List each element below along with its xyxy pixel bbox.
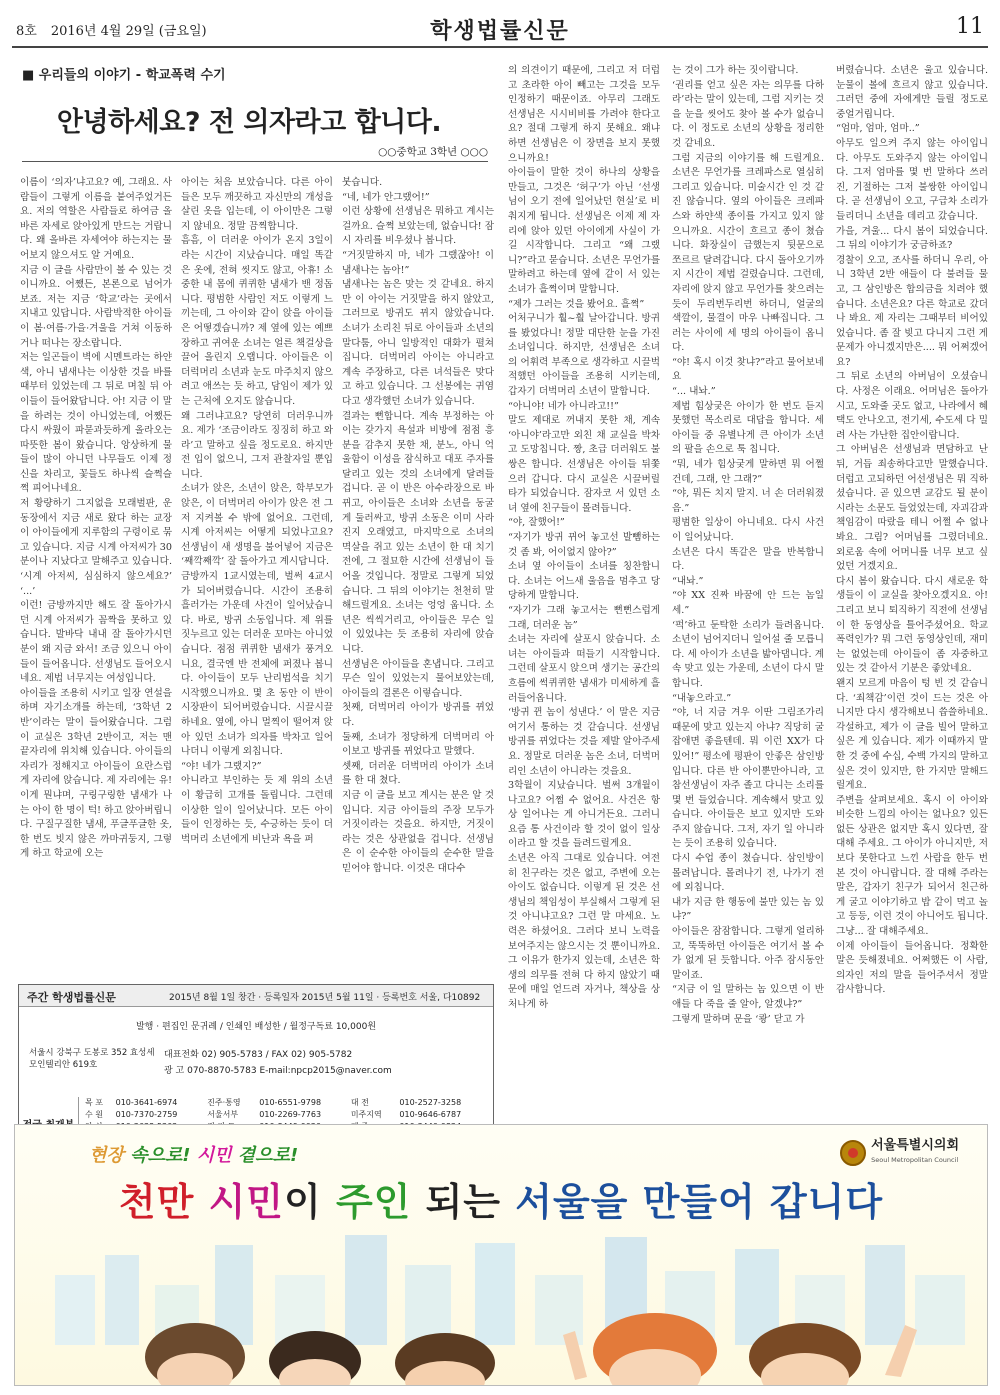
issue-number: 8호 — [16, 24, 37, 39]
paragraph: 붓습니다. — [342, 177, 383, 188]
paragraph: 결과는 뻔합니다. 계속 부정하는 아이는 갖가지 욕설과 비방에 점점 흥분을 감추지 못한 채, 분노, 아니 억울함이 이성을 잠식하고 대포 주자를 달리고 있는 것의 소녀에게 달려들 겁니다. 곧 이 반은 아수라장으로 바뀌고, 아이들은 소녀와 소년을 동굴게 둘러싸고, 방귀 소동은 이미 사라진지 오래였고, 마지막으로 소녀의 멱살을 쥐고 있는 소년이 한 대 치기 전에, 그 절묘한 시간에 선생님이 들어올 것입니다. 정말로 그렇게 되었습니다. 그 뒤의 이야기는 천천히 말해드릴게요. 소녀는 엉엉 웁니다. 소년은 씩씩거리고, 아이들은 무슨 일이 있었냐는 듯 조용히 자리에 앉습니다. — [342, 410, 494, 655]
paragraph: 셋째, 더러운 더벅머리 아이가 소녀를 한 대 쳤다. — [342, 760, 494, 787]
bureau-cell: 진주·통영 — [207, 1098, 241, 1107]
article-title: 안녕하세요? 전 의자라고 합니다. — [56, 107, 442, 138]
article-byline: ○○중학교 3학년 ○○○ — [22, 144, 488, 162]
paragraph: 말도 제대로 꺼내지 못한 채, 계속 ‘아니야’라고만 외친 채 교실을 박차고 도망칩니다. 짱, 초급 더러워도 불쌍은 합니다. 선생님은 아이들 뒤쫓으러 갑니다. 다시 교실은 시끌버릴 타가 되었습니다. 잠자코 서 있던 소녀 옆에 친구들이 몰려듭니다. — [508, 415, 660, 514]
paragraph: 주변을 살펴보세요. 혹시 이 아이와 비슷한 느낌의 아이는 없나요? 있든 없든 상관은 없지만 혹시 있다면, 잘 대해 주세요. 그 아이가 아니지만, 저보다 못한다고 느낀 사람을 한두 번 본 것이 아니랍니다. 잘 대해 주라는 말은, 갑자기 친구가 되어서 친근하게 굴고 이야기하고 밥 같이 먹고 놀고 등등, 이런 것이 아니어도 됩니다. 그냥... 잘 대해주세요. — [836, 794, 988, 938]
paragraph: “제가 그러는 것을 봤어요. 흘쩍” — [508, 298, 645, 310]
paragraph: “뭐, 네가 힘상궂게 말하면 뭐 어쩔건데, 그래, 안 그래?” — [672, 459, 824, 485]
issue-date-text: 2016년 4월 29일 (금요일) — [50, 24, 207, 39]
slogan-word-4: 곁으로! — [237, 1145, 299, 1166]
paragraph: “야! 네가 그랬지?” — [181, 760, 262, 772]
paragraph: 소녀는 자리에 살포시 앉습니다. 소녀는 아이들과 떠들기 시작합니다. 그런데 살포시 앉으며 생기는 공간의 흐름에 썩퀴퀴한 냄새가 미세하게 흘러들어옵니다. — [508, 634, 660, 704]
paragraph: 왜 그러냐고요? 당연히 더러우니까요. 제가 ‘조금이라도 징징히 하고 와라’고 말하고 싶을 정도로요. 하지만 전 입이 없으니, 그저 관찰자일 뿐입니다. — [181, 410, 333, 480]
paragraph: 소년은 다시 똑같은 말을 반복합니다. — [672, 546, 824, 573]
bureau-cell: 010-2527-3258 — [399, 1098, 462, 1107]
paragraph: 소녀 옆 아이들이 소녀를 칭찬합니다. 소녀는 어느새 울음을 멈추고 당당하게 말합니다. — [508, 561, 660, 602]
article-column-4 — [508, 64, 660, 1114]
headline-part-4: 주인 — [335, 1180, 412, 1224]
paragraph: 선생님은 아이들을 혼냅니다. 그리고 무슨 일이 있었는지 물어보았는데, 아이들의 결론은 이렇습니다. — [342, 658, 494, 699]
paragraph: 왠지 모르게 마음이 텅 빈 것 같습니다. ‘죄책감’이런 것이 드는 것은 아니지만 다시 생각해보니 씁쓸하네요. 각설하고, 제가 이 글을 빌어 말하고 싶은 게 있습니다. 제가 이때까지 말한 것 중에 수십, 수백 가지의 말하고 싶은 것이 있지만, 한 가지만 말해드릴게요. — [836, 677, 988, 792]
bureau-cell: 미주지역 — [350, 1110, 382, 1119]
publisher-address: 서울시 강북구 도봉로 352 효성세모인텔리안 619호 — [29, 1048, 155, 1070]
article-column-5 — [672, 64, 824, 1114]
bureau-cell: 010-9646-6787 — [399, 1110, 462, 1119]
seoul-council-advertisement — [14, 1124, 988, 1386]
paragraph: “엄마, 엄마, 엄마..” — [836, 123, 920, 135]
paragraph: “거짓말하지 마, 네가 그랬잖아! 이 냄새나는 놈아!” — [342, 249, 494, 276]
article-column-1 — [20, 176, 172, 976]
paragraph: 이름이 ‘의자’냐고요? 예, 그래요. 사람들이 그렇게 이름을 붙여주었거든요. 저의 역할은 사람들로 하여금 올바른 자세로 앉아있게 만드는 거랍니다. 왜 올바른 자세여야 하는지는 물어보지 않으셔도 알 거예요. — [20, 177, 172, 261]
paragraph: “야 XX 진짜 바꿈에 안 드는 놈일세.” — [672, 590, 824, 616]
paragraph: ‘퍽’하고 둔탁한 소리가 들려옵니다. 소년이 넘어지더니 일어설 줄 모릅니다. 세 아이가 소년을 밟아댑니다. 계속 맞고 있는 가운데, 소년이 다시 말합니다. — [672, 619, 824, 689]
paragraph: 아이들이 말한 것이 하나의 상황을 만들고, 그것은 ‘허구’가 아닌 ‘선생님이 오기 전에 일어났던 현실’로 비춰지게 됩니다. 선생님은 이제 제 자리에 앉아 있던 아이에게 사실이 가길 시작합니다. 그리고 “왜 그랬니?”라고 묻습니다. 소년은 무언가를 말하려고 하는데 옆에 같이 서 있는 소녀가 흘쩍이며 말합니다. — [508, 167, 660, 295]
headline-part-2: 시민 — [208, 1180, 284, 1224]
headline-part-3: 이 — [283, 1180, 336, 1224]
bureau-cell: 대 전 — [350, 1098, 369, 1107]
paragraph: 둘째, 소녀가 정당하게 더벅머리 아이보고 방귀를 뀌었다고 말했다. — [342, 731, 494, 758]
paragraph: “지금 이 일 말하는 놈 있으면 이 반 애들 다 죽을 줄 알아, 알겠냐?” — [672, 984, 824, 1010]
paragraph: 지금 이 글을 사람만이 볼 수 있는 것이니까요. 어쨌든, 본론으로 넘어가보죠. 저는 지금 ‘학교’라는 곳에서 지내고 있답니다. 사람박적한 아이들이 봄·여름·가을·겨울을 거쳐 이동하거나 떠나는 장소랍니다. — [20, 264, 172, 349]
paragraph: 그렇게 말하며 문을 ‘쾅’ 닫고 가 — [672, 1013, 805, 1025]
paragraph: “야, 잘했어!” — [508, 517, 565, 529]
paragraph: 아이들은 잠잠합니다. 그렇게 얼리하고, 뚝뚝하던 아이들은 여기서 볼 수가 없게 된 듯합니다. 아주 잠시동안 말이죠. — [672, 926, 824, 981]
publisher-contact — [164, 1047, 392, 1079]
paragraph: “자기가 그래 놓고서는 뻔뻔스럽게 그래, 더러운 놈” — [508, 604, 660, 631]
council-seal-icon — [840, 1140, 866, 1166]
paragraph: 아무도 일으켜 주지 않는 아이입니다. 아무도 도와주지 않는 아이입니다. 그저 엄마를 몇 번 말하다 쓰러진, 기절하는 그저 불쌍한 아이입니다. 곧 선생님이 오고, 구급차 소리가 들리더니 소년을 데리고 갔습니다. — [836, 137, 988, 222]
paragraph: 아이들을 조용히 시키고 일장 연설을 하며 자기소개를 하는데, ‘3학년 2반’이라는 말이 들어왔습니다. 그럼 이 교실은 3학년 2반이고, 저는 맨 끝자리에 위치해 있습니다. 아이들의 자리가 정해지고 아이들이 요란스럽게 자리에 앉습니다. 제 자리에는 유! 이게 뭔냐며, 구링구링한 냄새가 나는 아이 한 명이 턱! 하고 앉아버립니다. 구질구질한 냄새, 푸글푸글한 옷, 한 번도 빗지 않은 까마귀둥지, 그렇게 하고 학교에 오는 — [20, 687, 172, 860]
headline-part-5: 되는 — [411, 1180, 516, 1224]
paragraph: 이런 상황에 선생님은 뭐하고 계시는 걸까요. 슬쩍 보았는데, 없습니다! 잠시 자리를 비우셨나 봅니다. — [342, 206, 494, 247]
paragraph: 버렸습니다. 소년은 울고 있습니다. 눈물이 볼에 흐르지 않고 있습니다. 그러던 중에 자에게만 들릴 정도로 중얼거립니다. — [836, 65, 988, 120]
bureau-cell: 목 포 — [85, 1098, 103, 1107]
paragraph: 냄새나는 놈은 맞는 것 같네요. 하지만 이 아이는 거짓말을 하지 않았고, 그러므로 방귀도 뀌지 않았습니다. 소녀가 소리친 뒤로 아이들과 소년의 말다툼, 아니 일방적인 대화가 펼쳐집니다. 더벅머리 아이는 아니라고 계속 주장하고, 다른 녀석들은 맞다고 하고 있습니다. 그 선봉에는 귀염다고 생각했던 소녀가 있습니다. — [342, 279, 494, 407]
bureau-cell: 서울서부 — [207, 1110, 239, 1119]
paragraph: “내놔.” — [672, 575, 704, 587]
slogan-word-3: 시민 — [196, 1145, 232, 1166]
article-column-6 — [836, 64, 988, 1114]
paragraph: 그 뒤로 소년의 아버님이 오셨습니다. 사정은 이래요. 어머님은 돌아가시고, 도와줄 곳도 없고, 나라에서 혜택도 안나오고, 전기세, 수도세 다 밀려 사는 가난한 집안이랍니다. — [836, 371, 988, 441]
paragraph: “야, 뭐든 치지 말지. 너 손 더러워졌음.” — [672, 488, 824, 514]
paragraph: “... 내놔.” — [672, 386, 716, 398]
paragraph: 이런! 금방까지만 해도 잘 돌아가시던 시계 아저씨가 꼼짝을 못하고 있습니다. 발바닥 내내 잘 돌아가시던 분이 왜 지금 와서! 조금 있으니 아이들이 들어옵니다. 선생님도 들어오시네요. 제법 너무지는 여성입니다. — [20, 600, 172, 685]
publication-header — [19, 985, 493, 1007]
paragraph: 금방까지 1교시였는데, 벌써 4교시가 되어버렸습니다. 시간이 조용히 흘러가는 가운데 사건이 일어났습니다. 바로, 방귀 소동입니다. 제 위를 짓누르고 있는 더러운 꼬마는 아니었습니다. 점점 퀴퀴한 냄새가 풍겨오니요, 결국엔 반 전체에 퍼졌나 봅니다. 아이들이 모두 난리법석을 치기 시작했으니까요. 몇 초 동안 이 반이 시장판이 되어버렸습니다. 시끌시끌하네요. 옆에, 아니 멀찍이 떨어져 앉아 있던 소녀가 의자를 박차고 일어나더니 이렇게 외칩니다. — [181, 571, 333, 758]
paragraph: 첫째, 더벅머리 아이가 방귀를 뀌었다. — [342, 702, 494, 728]
bureau-row — [83, 1109, 489, 1121]
council-logo — [840, 1139, 959, 1167]
paragraph: 그 아버님은 선생님과 면담하고 난 뒤, 거듭 죄송하다고만 말했습니다. 더럽고 고되하던 어선생님은 뭐 직하셨습니다. 곧 있으면 교감도 될 분이시라는 소문도 들었었는데, 자괴감과 책임감이 따랐을 테니 어쩔 수 없나봐요. 그림? 어머님를 그렸더네요. 외로움 속에 어머니를 너무 보고 싶었던 거겠지요. — [836, 444, 988, 573]
paragraph: 다시 수업 종이 쳤습니다. 삼인방이 몰려납니다. 몰려나기 전, 나가기 전에 외칩니다. — [672, 853, 824, 894]
ad-email: 광 고 070-8870-5783 E-mail:npcp2015@naver.com — [164, 1066, 392, 1076]
paragraph: 저 황량하기 그지없을 모래벌판, 운동장에서 지금 새로 왔다 하는 교장이 아이들에게 지루함의 구령이로 묶고 있습니다. 지금 시계 아저씨가 30분이나 지났다고 말해주고 있습니다. ‘시계 아저씨, 심심하지 않으세요?’ ‘...’ — [20, 498, 172, 597]
paragraph: “자기가 방귀 뀌어 놓고선 발뺌하는 것 좀 봐, 어이없지 않아?” — [508, 532, 660, 558]
headline-part-6: 서울을 만들어 갑니다 — [515, 1180, 884, 1224]
paragraph: 내가 지금 한 행동에 불만 있는 놈 있냐?” — [672, 896, 824, 923]
council-name-english: Seoul Metropolitan Council — [871, 1156, 959, 1164]
page-number: 11 — [956, 14, 984, 39]
paragraph: 3학월이 지났습니다. 벌써 3개월이나고요? 어쩜 수 없어요. 사건은 항상 일어나는 게 아니거든요. 그러니요즘 통 사건이라 할 것이 없이 일상이라고 할 것을 들려드릴게요. — [508, 780, 660, 850]
publication-label: 주간 학생법률신문 — [27, 991, 116, 1004]
bureau-cell: 010-6551-9798 — [259, 1098, 322, 1107]
paragraph: 제법 힘상궂은 아이가 한 번도 듣지 못했던 목소리로 대답을 합니다. 세 아이들 중 유별나게 큰 아이가 소년의 팔을 손으로 툭 칩니다. — [672, 400, 824, 456]
paragraph: “야! 혹시 이것 찾냐?”라고 물어보네요 — [672, 356, 824, 383]
registration-info: 2015년 8월 1일 창간 · 등록일자 2015년 5월 11일 · 등록번호 서울, 다10892 — [169, 993, 481, 1003]
paragraph: 저는 일곤들이 벽에 시멘트라는 하얀색, 아니 냄새나는 이상한 것을 바를 때부터 있었는데 그 뒤로 며칠 뒤 아이들이 들어왔답니다. 아! 지금 이 말을 하려는 것이 아니었는데, 어쨌든 다시 싸웠이 파묻과듯하게 올라오는 따뜻한 봄이 왔습니다. 앙상하게 물들이 많이 아니던 나무들도 이제 정신을 차리고, 꽃들도 하나씩 슬쩍슬쩍 피어나네요. — [20, 352, 172, 495]
slogan-word-1: 현장 — [89, 1145, 124, 1166]
paragraph: 가을, 겨울... 다시 봄이 되었습니다. 그 뒤의 이야기가 궁금하죠? — [836, 225, 988, 252]
paragraph: 평범한 일상이 아니네요. 다시 사건이 일어났니다. — [672, 517, 824, 543]
bureau-row — [83, 1097, 489, 1109]
paragraph: ‘방귀 뀐 놈이 성낸다.’ 이 말은 지금 여기서 통하는 것 같습니다. 선생님 방귀를 뀌었다는 것을 제발 알아주세요. 정말로 더러운 놈은 소녀, 더벅머리인 소년이 아니라는 것을요. — [508, 707, 660, 777]
bureau-cell: 010-2269-7763 — [259, 1110, 322, 1119]
ad-headline — [15, 1171, 987, 1226]
bureau-cell: 010-7370-2759 — [115, 1110, 178, 1119]
paragraph: “야, 너 지금 겨우 이딴 그림조가리 때문에 맞고 있는지 아냐? 직당히 굴잡애면 좋을텐데. 뭐 이런 XX가 다 있어!” 평소에 평판이 안좋은 삼인방입니다. 다른 반 아이뿐만아니라, 고참선생님이 자주 졸고 다니는 소리를 몇 번 들었습니다. 계속해서 맞고 있습니다. 아이들은 보고 있지만 도와주지 않습니다. 그저, 자기 일 아니라는 듯이 조용히 있습니다. — [672, 707, 824, 850]
paragraph: 경찰이 오고, 조사를 하더니 우리, 아니 3학년 2반 애들이 다 불려들 물고, 그 삼인방은 합의금을 치려야 했습니다. 소년은요? 다른 학교로 갔더나 봐요. 제 자리는 그때부터 비어있었습니다. 좀 잘 빚고 다니지 그런 게 문제가 아니겠지만은.... 뭐 어쩌겠어요? — [836, 254, 988, 368]
slogan-word-2: 속으로! — [130, 1145, 191, 1166]
phone-fax: 대표전화 02) 905-5783 / FAX 02) 905-5782 — [164, 1050, 353, 1060]
paragraph: 어처구니가 훨~훨 날아갑니다. 방귀를 봤었다니! 정말 대단한 눈을 가진 소녀입니다. 하지만, 선생님은 소녀의 어휘력 부족으로 생각하고 시끌벅적했던 아이들을 조용히 시키는데, 갑자기 더벅머리 소년이 말합니다. — [508, 313, 660, 398]
paragraph: 이제 아이들이 들어옵니다. 정확한 말은 듯해졌네요. 어쩌했든 이 사람, 의자인 저의 말을 들어주셔서 정말 감사합니다. — [836, 940, 988, 996]
section-label: ■ 우리들의 이야기 - 학교폭력 수기 — [22, 68, 226, 83]
paragraph: “아니야! 네가 아니라고!!” — [508, 400, 619, 412]
paragraph: 소년은 아직 그대로 있습니다. 여전히 친구라는 것은 없고, 주변에 오는 아이도 없습니다. 이렇게 된 것은 선생님의 책임성이 부실해서 그렇게 된 것 아니냐고요? 그런 말 마세요. 노력은 하셨어요. 그러다 보니 노력을 보여주지는 않으시는 것 뿐이니까요. 그 이유가 한가지 있는데, 소년은 학생의 의무를 전혀 다 하지 않았기 때문에 매일 얻드려 자거나, 책상을 상처나게 하 — [508, 853, 660, 1010]
paragraph: 소녀가 앉은, 소년이 앉은, 학부모가 앉은, 이 더벅머리 아이가 앉은 전 그저 지켜볼 수 밖에 없어요. 그런데, 시계 아저씨는 어떻게 되었나고요? 선생님이 새 생명을 불어넣어 지금은 ‘째깍째깍’ 잘 돌아가고 계시답니다. — [181, 483, 333, 568]
council-name: 서울특별시의회 — [871, 1138, 959, 1153]
paragraph: 지금 이 글을 보고 계시는 분은 알 것입니다. 지금 아이들의 주장 모두가 거짓이라는 것을요. 하지만, 거짓이라는 것은 상관없을 겁니다. 선생님은 이 순수한 아이들의 순수한 말을 믿어야 합니다. 이것은 대다수 — [342, 789, 494, 874]
article-column-3 — [342, 176, 494, 976]
paragraph: 아니라고 부인하는 듯 제 위의 소년이 황급히 고개를 돌립니다. 그런데 이상한 일이 일어났니다. 모든 아이들이 인정하는 듯, 수긍하는 듯이 더벅머리 소년에게 비난과 욕을 퍼 — [181, 775, 333, 845]
headline-part-1: 천만 — [118, 1180, 209, 1224]
paragraph: 그럼 지금의 이야기를 해 드릴게요. 소년은 무언가를 크레파스로 열심히 그리고 있습니다. 미술시간 인 것 같진 않습니다. 옆의 아이들은 크레파스와 하얀색 종이를 가지고 있지 않으니까요. 시간이 흐르고 종이 쳤습니다. 화장실이 급했는지 뒷문으로 쪼르르 달려갑니다. 다시 돌아오기까지 시간이 제법 걸렸습니다. 그런데, 자리에 앉지 않고 무언가를 찾으려는 듯이 두리번두리번 하더니, 얼굴의 색깔이, 물결이 마우 나빠집니다. 그러는 사이에 세 명의 아이들이 옵니다. — [672, 152, 824, 354]
bureau-cell: 수 원 — [85, 1110, 103, 1119]
paragraph: “네, 네가 안그랬어!” — [342, 191, 430, 203]
publisher-line: 발행 · 편집인 문귀례 / 인쇄인 배성한 / 월정구독료 10,000원 — [135, 1022, 377, 1032]
paragraph: 흠흠, 이 더러운 아이가 온지 3일이라는 시간이 지났습니다. 매일 똑같은 옷에, 전혀 씻지도 않고, 아휴! 소중한 내 몸에 퀴퀴한 냄새가 밴 정돕니다. 평범한 사람인 저도 이렇게 느끼는데, 그 아이와 같이 앉을 아이들은 어떻겠습니까? 제 옆에 있는 예쁘장하고 귀여운 소녀는 얼른 책걸상을 끌어 올린지 오랩니다. 아이들은 이 더럭머리 소년과 눈도 마주치지 않으려고 애쓰는 듯 하고, 담임이 제가 있는 근처에 오지도 않습니다. — [181, 235, 333, 407]
newspaper-title: 학생법률신문 — [430, 19, 570, 44]
paragraph: 의 의견이기 때문에, 그리고 저 더럽고 초라한 아이 빼고는 그것을 모두 인정하기 때문이죠. 아무리 그래도 선생님은 시시비비를 가려야 한다고요? 절대 그렇게 하지 못해요. 왜냐하면 선생님은 이 장면을 보지 못했으니까요! — [508, 65, 660, 164]
paragraph: 아이는 처음 보았습니다. 다른 아이들은 모두 깨끗하고 자신만의 개성을 살린 옷을 입는데, 이 아이만은 그렇지 않네요. 정말 끔찍합니다. — [181, 177, 333, 232]
page-header — [12, 8, 988, 48]
paragraph: ‘권리를 얻고 싶은 자는 의무를 다하라’라는 말이 있는데, 그럼 지키는 것을 눈을 씻어도 찾아 볼 수가 없습니다. 이 정도로 소년의 상황을 정리한 것 같네요. — [672, 79, 824, 149]
bureau-cell: 010-3641-6974 — [115, 1098, 178, 1107]
ad-slogan — [89, 1141, 298, 1167]
paragraph: 다시 봄이 왔습니다. 다시 새로운 학생들이 이 교실을 찾아오겠지요. 아! 그리고 보니 퇴직하기 직전에 선생님이 한 동영상을 틀어주셨어요. 학교폭력인가? 뭐 그런 동영상인데, 재미는 없었는데 아이들이 좀 자중하고 있는 것 같아서 기분은 좋았네요. — [836, 575, 988, 675]
article-column-2 — [181, 176, 333, 976]
paragraph: “내놓으라고.” — [672, 692, 732, 704]
paragraph: 는 것이 그가 하는 짓이랍니다. — [672, 65, 799, 76]
